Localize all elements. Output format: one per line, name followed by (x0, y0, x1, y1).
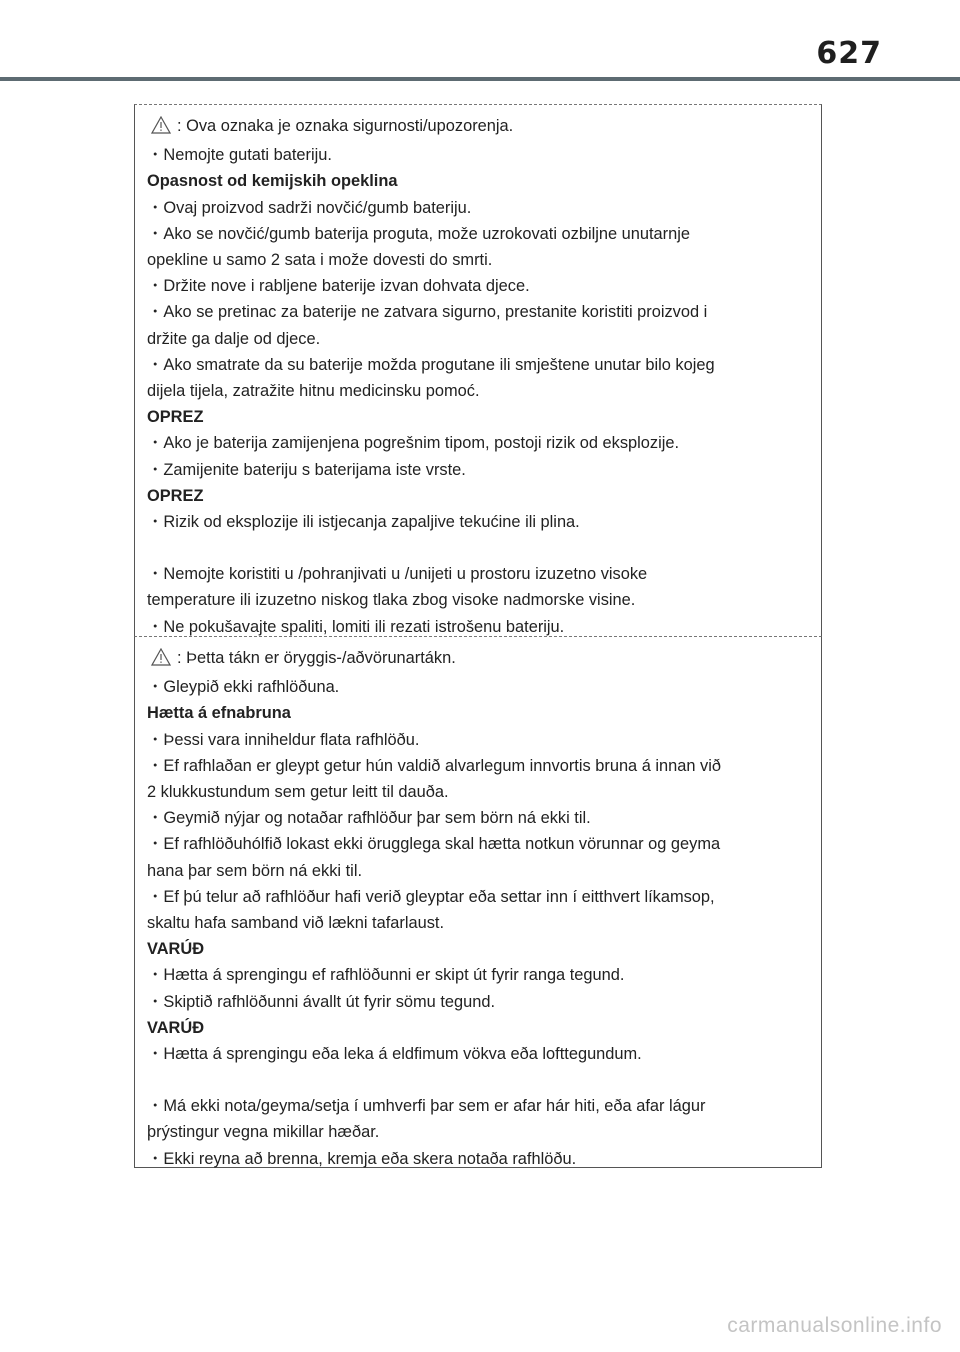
top-rule (0, 77, 960, 81)
text-line: ・Má ekki nota/geyma/setja í umhverfi þar sem er afar hár hiti, eða afar lágur (147, 1097, 706, 1116)
section-heading: VARÚÐ (147, 1018, 205, 1037)
text-line: ・Ovaj proizvod sadrži novčić/gumb bateriju. (147, 198, 472, 217)
warning-triangle-icon (151, 116, 171, 142)
icelandic-warning-panel (134, 636, 822, 1168)
text-line: ・Gleypið ekki rafhlöðuna. (147, 678, 340, 697)
text-line: ・Ako smatrate da su baterije možda progutane ili smještene unutar bilo kojeg (147, 355, 715, 374)
icelandic-symbol-line (147, 645, 821, 674)
text-line: ・Ef rafhlöðuhólfið lokast ekki örugglega skal hætta notkun vörunnar og geyma (147, 835, 721, 854)
warning-triangle-icon (151, 648, 171, 674)
text-line: temperature ili izuzetno niskog tlaka zbog visoke nadmorske visine. (147, 591, 636, 610)
croatian-symbol-note: : Ova oznaka je oznaka sigurnosti/upozorenja. (177, 117, 514, 135)
text-line: ・Rizik od eksplozije ili istjecanja zapaljive tekućine ili plina. (147, 513, 580, 532)
text-line: ・Zamijenite bateriju s baterijama iste vrste. (147, 460, 466, 479)
watermark: carmanualsonline.info (727, 1314, 942, 1337)
text-line: ・Ekki reyna að brenna, kremja eða skera notaða rafhlöðu. (147, 1149, 577, 1168)
croatian-warning-panel (134, 104, 822, 636)
section-heading: OPREZ (147, 408, 204, 427)
text-line: ・Þessi vara inniheldur flata rafhlöðu. (147, 730, 420, 749)
text-line: ・Skiptið rafhlöðunni ávallt út fyrir sömu tegund. (147, 992, 496, 1011)
text-line: ・Držite nove i rabljene baterije izvan dohvata djece. (147, 277, 530, 296)
icelandic-symbol-note: : Þetta tákn er öryggis-/aðvörunartákn. (177, 649, 456, 667)
section-heading: VARÚÐ (147, 940, 205, 959)
text-line: hana þar sem börn ná ekki til. (147, 861, 363, 880)
text-line: skaltu hafa samband við lækni tafarlaust. (147, 914, 445, 933)
section-heading: OPREZ (147, 486, 204, 505)
text-line: ・Ako se pretinac za baterije ne zatvara sigurno, prestanite koristiti proizvod i (147, 303, 708, 322)
text-line: ・Ne pokušavajte spaliti, lomiti ili rezati istrošenu bateriju. (147, 617, 565, 636)
text-line: opekline u samo 2 sata i može dovesti do smrti. (147, 251, 493, 270)
text-line: ・Nemojte koristiti u /pohranjivati u /unijeti u prostoru izuzetno visoke (147, 565, 648, 584)
text-line: dijela tijela, zatražite hitnu medicinsku pomoć. (147, 382, 480, 401)
text-line: držite ga dalje od djece. (147, 329, 321, 348)
text-line: ・Ako se novčić/gumb baterija proguta, može uzrokovati ozbiljne unutarnje (147, 224, 691, 243)
page-number: 627 (816, 36, 882, 71)
icelandic-text-lines (147, 674, 821, 1172)
section-heading: Hætta á efnabruna (147, 704, 291, 723)
text-line: ・Geymið nýjar og notaðar rafhlöður þar sem börn ná ekki til. (147, 809, 591, 828)
text-line: ・Ef rafhlaðan er gleypt getur hún valdið alvarlegum innvortis bruna á innan við (147, 756, 722, 775)
text-line: ・Nemojte gutati bateriju. (147, 146, 332, 165)
section-heading: Opasnost od kemijskih opeklina (147, 172, 398, 191)
text-line: ・Ef þú telur að rafhlöður hafi verið gleyptar eða settar inn í eitthvert líkamsop, (147, 887, 715, 906)
text-line: ・Ako je baterija zamijenjena pogrešnim tipom, postoji rizik od eksplozije. (147, 434, 680, 453)
croatian-symbol-line (147, 113, 821, 142)
text-line: 2 klukkustundum sem getur leitt til dauða. (147, 783, 449, 802)
text-line: þrýstingur vegna mikillar hæðar. (147, 1123, 380, 1142)
text-line: ・Hætta á sprengingu eða leka á eldfimum vökva eða lofttegundum. (147, 1045, 642, 1064)
croatian-text-lines (147, 142, 821, 640)
text-line: ・Hætta á sprengingu ef rafhlöðunni er skipt út fyrir ranga tegund. (147, 966, 625, 985)
